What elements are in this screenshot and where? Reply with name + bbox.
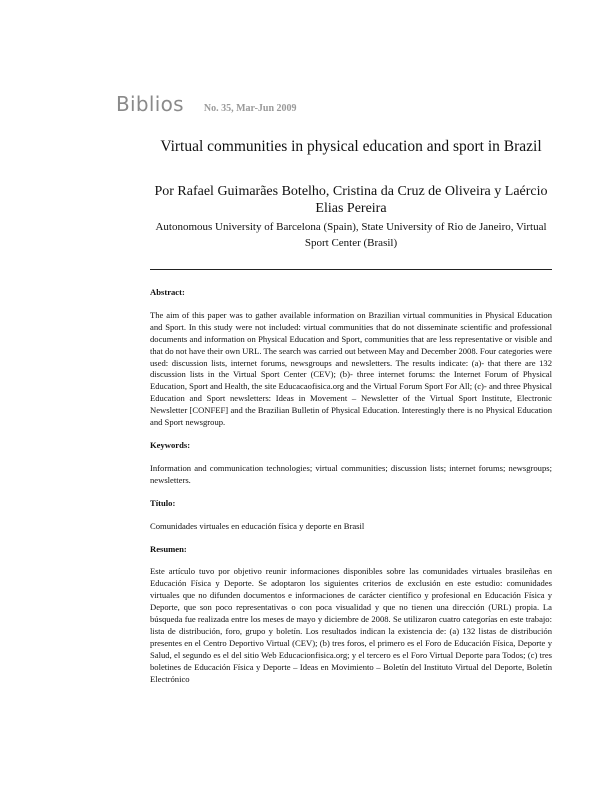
journal-logo: Biblios [116, 92, 184, 116]
article-authors: Por Rafael Guimarães Botelho, Cristina da Cruz de Oliveira y Laércio Elias Pereira [154, 184, 548, 216]
article-title: Virtual communities in physical education and sport in Brazil [160, 138, 542, 155]
keywords-text: Information and communication technologies; virtual communities; discussion lists; internet forums; newsgroups; newsletters. [150, 462, 552, 485]
journal-header [116, 92, 297, 116]
article-body [150, 287, 552, 696]
article-affiliation: Autonomous University of Barcelona (Spain), State University of Rio de Janeiro, Virtual Sport Center (Brasil) [155, 221, 547, 249]
titulo-label: Título: [150, 497, 176, 508]
issue-label: No. 35, Mar-Jun 2009 [203, 103, 297, 114]
resumen-text: Este artículo tuvo por objetivo reunir informaciones disponibles sobre las comunidades virtuales brasileñas en Educación Física y Deporte. Se adoptaron los siguientes criterios de exclusión en este estudio: comunidades virtuales que no difunden documentos e informaciones de carácter científico y profesional en Educación Física y Deporte, que son poco representativas o con poca visualidad y que no tienen una dirección (URL) propia. La búsqueda fue realizada entre los meses de mayo y diciembre de 2008. Se utilizaron cuatro categorías en este trabajo: lista de distribución, foro, grupo y boletín. Los resultados indican la existencia de: (a) 132 listas de distribución presentes en el Centro Deportivo Virtual (CEV); (b) tres foros, el primero es el Foro de Educación Física, Deporte y Salud, el segundo es el del sitio Web Educacionfisica.org; y el tercero es el Foro Virtual Deporte para Todos; (c) tres boletines de Educación Física y Deporte – Ideas en Movimiento – Boletín del Instituto Virtual del Deporte, Boletín Electrónico [150, 566, 552, 684]
resumen-label: Resumen: [150, 543, 187, 554]
keywords-label: Keywords: [150, 439, 191, 450]
abstract-text: The aim of this paper was to gather available information on Brazilian virtual communities in Physical Education and Sport. In this study were not included: virtual communities that do not disseminate scientific and professional documents and information on Physical Education and Sport, communities that are less representative or visible and that do not have their own URL. The search was carried out between May and December 2008. Four categories were used: discussion lists, internet forums, newsgroups and newsletters. The results indicate: (a)- that there are 132 discussion lists in the Virtual Sport Center (CEV); (b)- three internet forums: the Internet Forum of Physical Education, Sport and Health, the site Educacaofisica.org and the Virtual Forum Sport For All; (c)- and three Physical Education and Sport newsletters: Ideas in Movement – Newsletter of the Virtual Sport Institute, Electronic Newsletter [CONFEF] and the Brazilian Bulletin of Physical Education. Interestingly there is no Physical Education and Sport newsgroup. [150, 309, 552, 428]
titulo-text: Comunidades virtuales en educación física y deporte en Brasil [150, 520, 365, 531]
abstract-label: Abstract: [150, 287, 185, 297]
divider [150, 269, 552, 270]
